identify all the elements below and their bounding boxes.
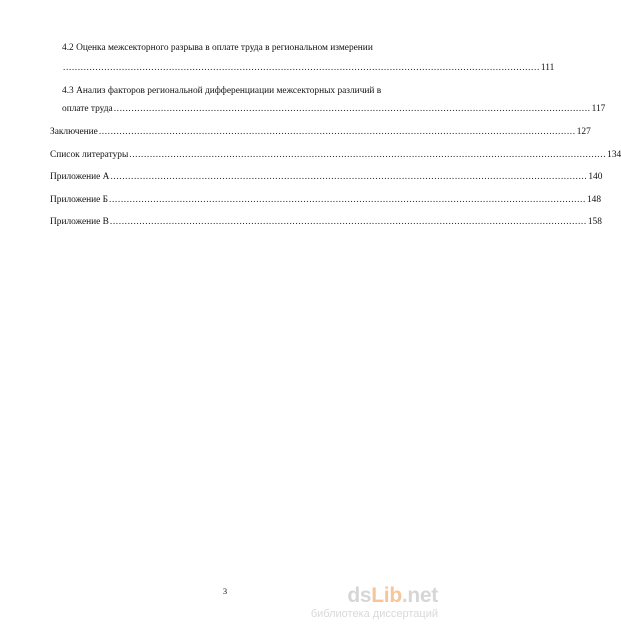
toc-entry-appendix-a-page: 140 (588, 172, 603, 182)
toc-entry-4-2-title: 4.2 Оценка межсекторного разрыва в оплате труда в региональном измерении (62, 43, 373, 53)
watermark-subtitle: библиотека диссертаций (310, 608, 438, 620)
toc-entry-appendix-v-title: Приложение В (50, 217, 109, 227)
toc-entry-conclusion[interactable] (50, 126, 591, 138)
leader-dots: .................................................................................................................................................................. (109, 195, 586, 205)
page-number: 3 (222, 586, 228, 596)
leader-dots: .................................................................................................................................................................. (129, 150, 607, 160)
logo-ds: ds (347, 584, 372, 607)
toc-entry-appendix-b[interactable] (50, 194, 601, 206)
logo-lib: Lib (371, 584, 402, 607)
toc-entry-conclusion-title: Заключение (50, 127, 98, 137)
leader-dots: .................................................................................................................................................................. (110, 172, 588, 182)
dslib-logo (311, 585, 438, 607)
leader-dots: .................................................................................................................................................................. (63, 63, 540, 73)
toc-entry-appendix-a-title: Приложение А (50, 172, 110, 182)
toc-entry-appendix-v[interactable] (50, 216, 602, 228)
toc-entry-4-2-page: 111 (540, 63, 555, 73)
toc-entry-appendix-b-page: 148 (586, 195, 601, 205)
leader-dots: .................................................................................................................................................................. (113, 104, 591, 114)
toc-entry-4-2-leader-line[interactable] (62, 62, 555, 74)
toc-entry-references[interactable] (50, 149, 621, 161)
toc-entry-4-3-leader-line[interactable] (62, 103, 606, 115)
toc-entry-references-title: Список литературы (50, 150, 129, 160)
toc-entry-4-3-title-line1: 4.3 Анализ факторов региональной дифференциации межсекторных различий в (62, 86, 382, 96)
toc-entry-appendix-v-page: 158 (587, 217, 602, 227)
toc-entry-4-3-title-line2: оплате труда (62, 104, 113, 114)
leader-dots: .................................................................................................................................................................. (109, 217, 587, 227)
toc-entry-conclusion-page: 127 (576, 127, 591, 137)
leader-dots: .................................................................................................................................................................. (98, 127, 576, 137)
toc-entry-references-page: 134 (607, 150, 621, 160)
toc-entry-appendix-a[interactable] (50, 171, 603, 183)
toc-entry-appendix-b-title: Приложение Б (50, 195, 109, 205)
toc-entry-4-3-page: 117 (591, 104, 606, 114)
dslib-watermark (311, 585, 438, 621)
logo-net: .net (401, 584, 438, 607)
